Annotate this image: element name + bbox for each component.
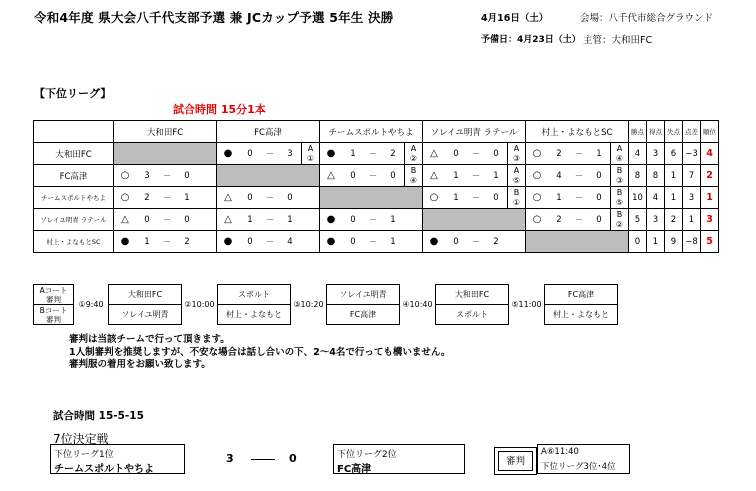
score-against: 0 (596, 192, 602, 203)
stat-cell: 0 (629, 231, 647, 253)
host: 主管：大和田FC (583, 35, 653, 46)
score-dash: － (574, 215, 584, 226)
score-for: 1 (144, 236, 150, 247)
final-match-time: 試合時間 15-5-15 (53, 410, 144, 422)
slot-time: ②10:00 (182, 285, 218, 325)
result-cell (526, 209, 629, 231)
result-cell (320, 143, 423, 165)
court-ref (301, 209, 319, 230)
slot-time: ①9:40 (74, 285, 109, 325)
court-ref (198, 231, 216, 252)
final-right-score: 0 (289, 452, 297, 465)
score-dash: － (162, 171, 172, 182)
score-dash: － (574, 193, 584, 204)
score-dash: － (574, 171, 584, 182)
page-title: 令和4年度 県大会八千代支部予選 兼 JCカップ予選 5年生 決勝 (34, 10, 394, 25)
header-team: 大和田FC (114, 121, 217, 143)
schedule-table (33, 284, 727, 325)
stat-cell: 4 (647, 187, 665, 209)
final-left-team: チームスポルトやちよ (54, 464, 154, 475)
a-court-label: Aコート 審判 (34, 285, 74, 305)
score-against: 0 (493, 192, 499, 203)
score-against: 1 (390, 236, 396, 247)
header-stat: 勝点 (629, 121, 647, 143)
self-match-cell (320, 187, 423, 209)
match-number: ④ (615, 153, 624, 163)
final-left-team-box (50, 444, 185, 474)
result-mark: ○ (120, 170, 130, 181)
court-letter: B (616, 165, 623, 175)
stat-cell: 1 (701, 187, 719, 209)
result-cell (423, 231, 526, 253)
result-cell (320, 231, 423, 253)
stat-cell: 1 (665, 187, 683, 209)
court-ref (507, 143, 525, 164)
team-name: 大和田FC (34, 143, 114, 165)
score-against: 2 (184, 236, 190, 247)
slot-a-team: FC高津 (545, 285, 618, 305)
score-against: 0 (493, 148, 499, 159)
score-against: 0 (390, 170, 396, 181)
result-mark: ○ (532, 214, 542, 225)
court-ref (610, 165, 628, 186)
stat-cell: 3 (647, 209, 665, 231)
stat-cell: 8 (647, 165, 665, 187)
score-against: 0 (287, 192, 293, 203)
result-cell (217, 209, 320, 231)
match-number: ② (409, 153, 418, 163)
self-match-cell (114, 143, 217, 165)
score-against: 0 (596, 170, 602, 181)
result-cell (217, 231, 320, 253)
result-mark: ● (326, 236, 336, 247)
result-mark: ● (223, 148, 233, 159)
court-ref (301, 187, 319, 208)
score-against: 1 (596, 148, 602, 159)
league-match-time: 試合時間 15分1本 (173, 103, 266, 116)
score-dash: － (265, 237, 275, 248)
score-for: 0 (247, 236, 253, 247)
slot-a-team: 大和田FC (436, 285, 509, 305)
score-dash: － (162, 215, 172, 226)
result-cell (526, 187, 629, 209)
reserve-date: 予備日：4月23日（土） (481, 35, 581, 45)
result-mark: △ (224, 214, 232, 225)
stat-cell: 5 (701, 231, 719, 253)
score-for: 0 (350, 214, 356, 225)
stat-cell: 1 (665, 165, 683, 187)
stat-cell: 4 (629, 143, 647, 165)
slot-time: ④10:40 (400, 285, 436, 325)
stat-cell: 10 (629, 187, 647, 209)
header-stat: 順位 (701, 121, 719, 143)
team-name: ソレイユ明青 ラテール (34, 209, 114, 231)
b-court-label: Bコート 審判 (34, 305, 74, 325)
court-ref (610, 187, 628, 208)
score-dash: － (368, 149, 378, 160)
score-dash: － (471, 171, 481, 182)
court-ref (404, 165, 422, 186)
score-dash: － (471, 237, 481, 248)
score-for: 1 (556, 192, 562, 203)
court-ref (404, 143, 422, 164)
score-for: 1 (350, 148, 356, 159)
score-against: 1 (493, 170, 499, 181)
result-mark: ○ (532, 148, 542, 159)
court-ref (198, 165, 216, 186)
court-ref (404, 231, 422, 252)
score-dash: － (265, 193, 275, 204)
league-title: 【下位リーグ】 (34, 87, 112, 100)
stat-cell: 5 (629, 209, 647, 231)
stat-cell: 6 (665, 143, 683, 165)
score-dash: － (265, 149, 275, 160)
score-for: 1 (247, 214, 253, 225)
score-dash: － (162, 237, 172, 248)
score-dash: － (368, 237, 378, 248)
court-letter: B (616, 209, 623, 219)
stat-cell: 3 (647, 143, 665, 165)
match-number: ④ (409, 175, 418, 185)
final-right-label: 下位リーグ2位 (337, 450, 397, 460)
notes (69, 334, 450, 372)
result-mark: △ (430, 148, 438, 159)
stat-cell: 3 (683, 187, 701, 209)
result-cell (114, 231, 217, 253)
score-for: 1 (453, 192, 459, 203)
score-against: 4 (287, 236, 293, 247)
league-table (33, 120, 719, 253)
result-mark: ● (120, 236, 130, 247)
final-referee-label: 審判 (498, 451, 533, 471)
match-number: ⑤ (615, 197, 624, 207)
score-against: 1 (287, 214, 293, 225)
result-cell (526, 165, 629, 187)
final-right-team-box (333, 444, 465, 474)
league-row (34, 143, 719, 165)
final-slot: A⑥11:40 (541, 447, 579, 457)
score-dash: － (471, 149, 481, 160)
stat-cell: 1 (647, 231, 665, 253)
match-number: ② (615, 219, 624, 229)
match-number: ① (512, 197, 521, 207)
score-dash: － (471, 193, 481, 204)
score-for: 1 (453, 170, 459, 181)
result-cell (423, 143, 526, 165)
slot-time: ⑤11:00 (509, 285, 545, 325)
court-ref (198, 187, 216, 208)
slot-b-team: 村上・よなもと (218, 305, 291, 325)
match-number: ⑤ (512, 175, 521, 185)
result-cell (217, 187, 320, 209)
score-against: 2 (493, 236, 499, 247)
court-ref (301, 143, 319, 164)
court-ref (507, 187, 525, 208)
final-left-score: 3 (226, 452, 234, 465)
final-left-label: 下位リーグ1位 (54, 450, 114, 460)
court-ref (198, 209, 216, 230)
score-against: 3 (287, 148, 293, 159)
note-line: 審判は当該チームで行って頂きます。 (69, 334, 230, 345)
slot-a-team: スポルト (218, 285, 291, 305)
result-mark: △ (430, 170, 438, 181)
score-against: 2 (390, 148, 396, 159)
stat-cell: 2 (665, 209, 683, 231)
court-letter: A (616, 143, 623, 153)
score-for: 3 (144, 170, 150, 181)
final-right-team: FC高津 (337, 464, 372, 475)
court-ref (507, 165, 525, 186)
result-mark: ○ (532, 170, 542, 181)
court-letter: A (513, 143, 520, 153)
score-for: 0 (144, 214, 150, 225)
slot-a-team: 大和田FC (109, 285, 182, 305)
stat-cell: −8 (683, 231, 701, 253)
court-letter: B (410, 165, 417, 175)
header-stat: 点差 (683, 121, 701, 143)
match-number: ① (306, 153, 315, 163)
result-mark: ○ (120, 192, 130, 203)
result-cell (114, 165, 217, 187)
court-letter: B (616, 187, 623, 197)
result-cell (320, 165, 423, 187)
match-number: ③ (512, 153, 521, 163)
stat-cell: 1 (683, 209, 701, 231)
slot-time: ③10:20 (291, 285, 327, 325)
score-dash: － (162, 193, 172, 204)
score-for: 0 (453, 236, 459, 247)
result-mark: ○ (429, 192, 439, 203)
result-mark: △ (327, 170, 335, 181)
score-dash: － (265, 215, 275, 226)
score-for: 0 (247, 148, 253, 159)
stat-cell: −3 (683, 143, 701, 165)
stat-cell: 7 (683, 165, 701, 187)
header-team: ソレイユ明青 ラテール (423, 121, 526, 143)
score-against: 1 (390, 214, 396, 225)
header-team: FC高津 (217, 121, 320, 143)
note-line: 審判服の着用をお願い致します。 (69, 359, 211, 370)
score-for: 0 (247, 192, 253, 203)
league-row (34, 165, 719, 187)
self-match-cell (423, 209, 526, 231)
league-header-row (34, 121, 719, 143)
slot-b-team: ソレイユ明青 (109, 305, 182, 325)
header-stat: 失点 (665, 121, 683, 143)
score-for: 0 (350, 236, 356, 247)
court-ref (610, 209, 628, 230)
stat-cell: 4 (701, 143, 719, 165)
match-date: 4月16日（土） (481, 13, 549, 24)
score-against: 0 (184, 214, 190, 225)
league-row (34, 209, 719, 231)
court-letter: A (410, 143, 417, 153)
court-ref (610, 143, 628, 164)
result-mark: ● (223, 236, 233, 247)
league-row (34, 187, 719, 209)
result-cell (114, 209, 217, 231)
slot-b-team: FC高津 (327, 305, 400, 325)
score-dash: － (368, 171, 378, 182)
result-cell (526, 143, 629, 165)
final-referee-team: 下位リーグ3位･4位 (541, 462, 616, 472)
score-against: 0 (184, 170, 190, 181)
header-team: 村上・よなもとSC (526, 121, 629, 143)
note-line: 1人制審判を推奨しますが、不安な場合は話し合いの下、2～4名で行っても構いません。 (69, 346, 451, 358)
stat-cell: 9 (665, 231, 683, 253)
slot-b-team: スポルト (436, 305, 509, 325)
score-dash: － (574, 149, 584, 160)
team-name: FC高津 (34, 165, 114, 187)
result-mark: △ (224, 192, 232, 203)
team-name: 村上・よなもとSC (34, 231, 114, 253)
score-for: 2 (556, 148, 562, 159)
result-cell (423, 165, 526, 187)
court-ref (507, 231, 525, 252)
self-match-cell (217, 165, 320, 187)
score-divider (251, 459, 275, 460)
slot-a-team: ソレイユ明青 (327, 285, 400, 305)
result-cell (423, 187, 526, 209)
court-letter: B (513, 187, 520, 197)
score-against: 0 (596, 214, 602, 225)
score-for: 0 (350, 170, 356, 181)
venue: 会場：八千代市総合グラウンド (580, 13, 714, 24)
court-ref (301, 231, 319, 252)
team-name: チームスポルトやちよ (34, 187, 114, 209)
court-letter: A (307, 143, 314, 153)
score-for: 2 (556, 214, 562, 225)
self-match-cell (526, 231, 629, 253)
result-cell (114, 187, 217, 209)
result-mark: △ (121, 214, 129, 225)
header-team: チームスポルトやちよ (320, 121, 423, 143)
result-mark: ○ (532, 192, 542, 203)
match-number: ③ (615, 175, 624, 185)
corner-cell (34, 121, 114, 143)
court-letter: A (513, 165, 520, 175)
stat-cell: 3 (701, 209, 719, 231)
slot-b-team: 村上・よなもと (545, 305, 618, 325)
result-mark: ● (429, 236, 439, 247)
stat-cell: 2 (701, 165, 719, 187)
score-against: 1 (184, 192, 190, 203)
stat-cell: 8 (629, 165, 647, 187)
result-cell (320, 209, 423, 231)
result-cell (217, 143, 320, 165)
league-row (34, 231, 719, 253)
result-mark: ● (326, 148, 336, 159)
score-for: 4 (556, 170, 562, 181)
final-referee-box (494, 447, 537, 475)
result-mark: ● (326, 214, 336, 225)
score-for: 0 (453, 148, 459, 159)
score-for: 2 (144, 192, 150, 203)
final-title: 7位決定戦 (53, 432, 109, 446)
score-dash: － (368, 215, 378, 226)
final-slot-box (537, 444, 630, 474)
header-stat: 得点 (647, 121, 665, 143)
court-ref (404, 209, 422, 230)
